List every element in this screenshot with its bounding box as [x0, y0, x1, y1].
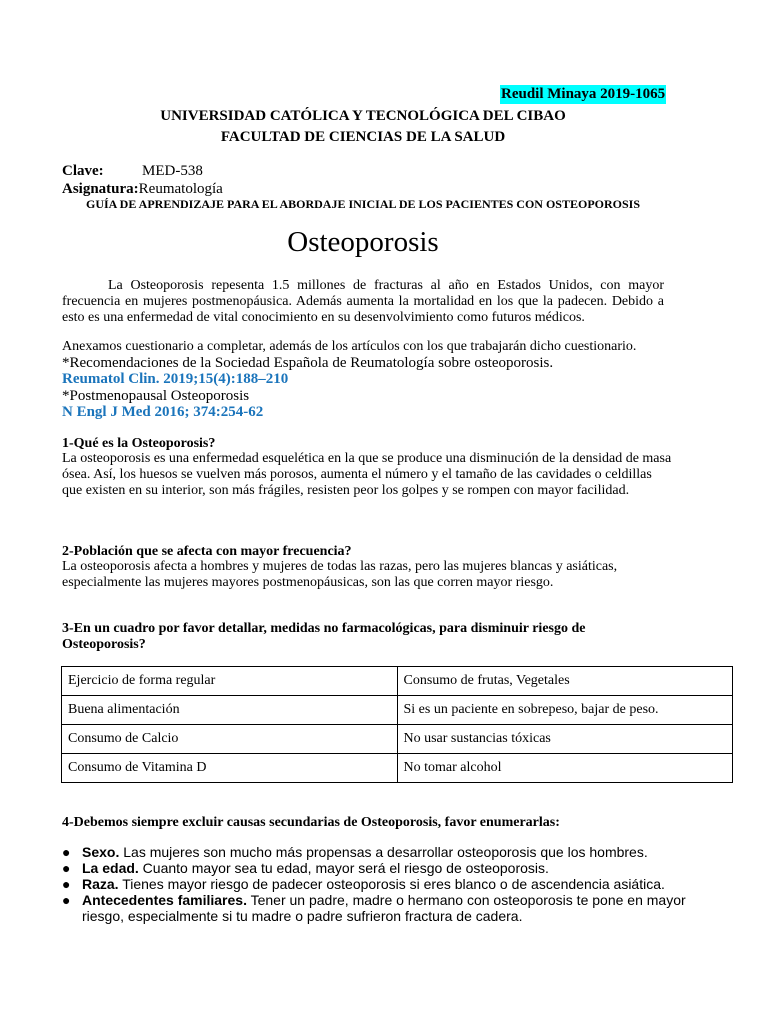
- bullet-icon: ●: [62, 876, 71, 892]
- intro-paragraph: La Osteoporosis repesenta 1.5 millones de fracturas al año en Estados Unidos, con mayor frecuencia en mujeres postmenopáusica. Además aumenta la mortalidad en los que la padecen. Debido a esto es una enfermedad de vital conocimiento en su desenvolvimiento como futuros médicos.: [62, 278, 664, 325]
- table-cell: No tomar alcohol: [397, 754, 733, 783]
- course-code-label: Clave:: [62, 163, 104, 179]
- table-row: [62, 667, 733, 696]
- cause-term: La edad.: [82, 860, 139, 876]
- question-1: 1-Qué es la Osteoporosis?: [62, 436, 216, 451]
- subject-row: [62, 180, 223, 198]
- table-row: [62, 725, 733, 754]
- bullet-icon: ●: [62, 892, 71, 908]
- cause-term: Raza.: [82, 876, 119, 892]
- table-cell: Ejercicio de forma regular: [62, 667, 398, 696]
- question-4: 4-Debemos siempre excluir causas secundarias de Osteoporosis, favor enumerarlas:: [62, 815, 560, 830]
- table-cell: Consumo de frutas, Vegetales: [397, 667, 733, 696]
- cause-text: Cuanto mayor sea tu edad, mayor será el riesgo de osteoporosis.: [138, 860, 549, 876]
- cause-text: Tener un padre, madre o hermano con osteoporosis te pone en mayor riesgo, especialmente si tu madre o padre sufrieron fractura de cadera.: [82, 892, 686, 924]
- question-3: 3-En un cuadro por favor detallar, medidas no farmacológicas, para disminuir riesgo de Osteoporosis?: [62, 621, 586, 652]
- table-cell: Buena alimentación: [62, 696, 398, 725]
- list-item: [62, 860, 712, 876]
- cause-text: Tienes mayor riesgo de padecer osteoporosis si eres blanco o de ascendencia asiática.: [118, 876, 665, 892]
- article-line: *Postmenopausal Osteoporosis: [62, 388, 250, 404]
- cause-term: Antecedentes familiares.: [82, 892, 247, 908]
- course-code-value: MED-538: [142, 163, 203, 179]
- answer-2: La osteoporosis afecta a hombres y mujeres de todas las razas, pero las mujeres blancas y asiáticas, especialmente las mujeres mayores postmenopáusicas, son las que corren mayor riesgo.: [62, 559, 618, 590]
- recommendations-line: *Recomendaciones de la Sociedad Española de Reumatología sobre osteoporosis.: [62, 355, 554, 371]
- table-cell: No usar sustancias tóxicas: [397, 725, 733, 754]
- list-item: [62, 876, 712, 892]
- table-cell: Consumo de Calcio: [62, 725, 398, 754]
- university-heading: UNIVERSIDAD CATÓLICA Y TECNOLÓGICA DEL CIBAO: [160, 108, 566, 124]
- subject-label: Asignatura:: [62, 181, 139, 197]
- list-item: [62, 844, 712, 860]
- question-2: 2-Población que se afecta con mayor frecuencia?: [62, 544, 352, 559]
- author-highlight: Reudil Minaya 2019-1065: [501, 86, 666, 102]
- secondary-causes-list: [62, 844, 712, 924]
- table-cell: Consumo de Vitamina D: [62, 754, 398, 783]
- cause-text: Las mujeres son mucho más propensas a desarrollar osteoporosis que los hombres.: [119, 844, 648, 860]
- bullet-icon: ●: [62, 844, 71, 860]
- measures-table: [61, 666, 733, 783]
- answer-1: La osteoporosis es una enfermedad esquelética en la que se produce una disminución de la densidad de masa ósea. Así, los huesos se vuelven más porosos, aumenta el número y el tamaño de las cavidades o celdillas que existen en su interior, son más frágiles, resisten peor los golpes y se rompen con mayor facilidad.: [62, 451, 672, 498]
- table-row: [62, 696, 733, 725]
- bullet-icon: ●: [62, 860, 71, 876]
- reference-link-1[interactable]: Reumatol Clin. 2019;15(4):188–210: [62, 371, 289, 387]
- table-row: [62, 754, 733, 783]
- subject-value: Reumatología: [138, 181, 223, 197]
- guide-title: GUÍA DE APRENDIZAJE PARA EL ABORDAJE INICIAL DE LOS PACIENTES CON OSTEOPOROSIS: [85, 197, 640, 211]
- annex-line: Anexamos cuestionario a completar, además de los artículos con los que trabajarán dicho cuestionario.: [62, 339, 637, 354]
- list-item: [62, 892, 712, 924]
- table-cell: Si es un paciente en sobrepeso, bajar de peso.: [397, 696, 733, 725]
- course-code-row: [62, 162, 203, 180]
- document-title: Osteoporosis: [287, 226, 439, 258]
- reference-link-2[interactable]: N Engl J Med 2016; 374:254-62: [62, 404, 264, 420]
- faculty-heading: FACULTAD DE CIENCIAS DE LA SALUD: [220, 129, 506, 145]
- cause-term: Sexo.: [82, 844, 120, 860]
